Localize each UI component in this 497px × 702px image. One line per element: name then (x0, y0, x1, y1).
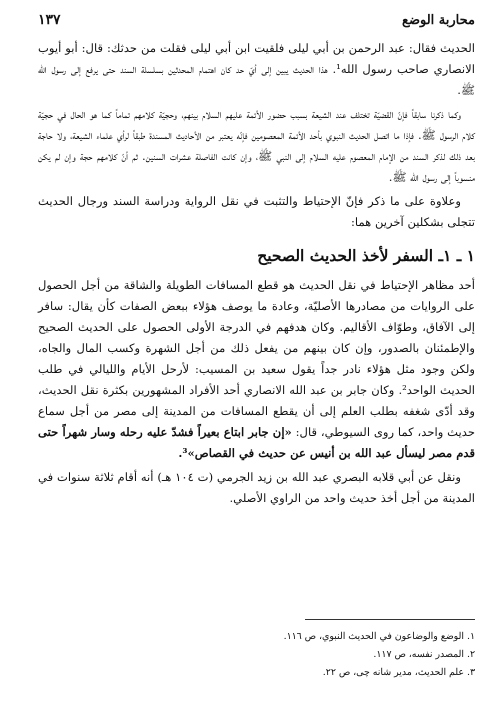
body-paragraph: الحديث فقال: عبد الرحمن بن أبي ليلى فلقيت ابن أبي ليلى فقلت من حدثك: قال: أبو أيوب الانصاري صاحب رسول الله¹. هذا الحديث يبين إلى أيّ حد كان اهتمام المحدثين بسلسلة السند حتى يرفع إلى رسول الله ﷺ. (38, 41, 475, 97)
page-body (38, 38, 475, 512)
footnote-item: ١. الوضع والوضاعون في الحديث النبوي، ص ١١٦. (283, 631, 475, 642)
body-paragraph (38, 275, 475, 464)
running-title: محاربة الوضع (402, 12, 475, 28)
quote-text: «إن جابر ابتاع بعيراً فشدّ عليه رحله وسار شهراً حتى قدم مصر ليسأل عبد الله بن أنيس عن حديث في القصاص»³. (38, 425, 475, 460)
body-paragraph: وعلاوة على ما ذكر فإنّ الإحتياط والتثبت في نقل الرواية ودراسة السند ورجال الحديث تتجلى بشكلين آخرين هما: (38, 194, 475, 229)
footnotes (38, 628, 475, 682)
page-number: ١٣٧ (38, 12, 61, 28)
body-paragraph: وكما ذكرنا سابقاً فإنّ القضيّة تختلف عند الشيعة بسبب حضور الأئمة عليهم السلام بينهم، وحجيّة كلامهم تماماً كما هو الحال في حجيّة كلام الرسول ﷺ. فإذا ما اتصل الحديث النبوي بأحد الأئمة المعصومين فإنّه يعتبر من الأحاديث المسندة طبقاً لرأي علماء الشيعة، ولا حاجة بعد ذلك لذكر السند من الإمام المعصوم عليه السلام إلى النبي ﷺ، وإن كانت الفاصلة عشرات السنين. ثم أنّ كلامهم حجة وإن لم يكن منسوباً إلى رسول الله ﷺ. (38, 107, 475, 184)
book-page (38, 0, 475, 702)
footnote-item: ٣. علم الحديث، مدير شانه چى، ص ٢٢. (322, 667, 475, 678)
section-heading: ١ ـ ١ـ السفر لأخذ الحديث الصحيح (257, 246, 475, 265)
page-header (38, 8, 475, 32)
body-paragraph-text: أحد مظاهر الإحتياط في نقل الحديث هو قطع المسافات الطويلة والشاقة من أجل الحصول على الروايات من مصادرها الأصليّة، وعادة ما يوصف هؤلاء ببعض الصفات كأن يقال: سافر إلى الآفاق، وطوّاف الأقاليم. وكان هدفهم في الدرجة الأولى الحصول على الحديث الصحيح والإطمئنان بالصدور، وإن كان بينهم من يفعل ذلك من أجل الشهرة وكسب المال والجاه، ولكن وجود مثل هؤلاء نادر جداً يقول سعيد بن المسيب: لأرحل الأيام والليالي في طلب الحديث الواحد². وكان جابر بن عبد الله الانصاري أحد الأفراد المشهورين بكثرة نقل الحديث، وقد أدّى شغفه بطلب العلم إلى أن يقطع المسافات من المدينة إلى مصر من أجل سماع حديث واحد، كما روى السيوطي، قال: (38, 278, 475, 439)
footnote-divider (305, 619, 475, 620)
footnote-item: ٢. المصدر نفسه، ص ١١٧. (373, 649, 475, 660)
body-paragraph: ونقل عن أبي قلابه البصري عبد الله بن زيد الجرمي (ت ١٠٤ هـ) أنه أقام ثلاثة سنوات في المدينة من أجل أخذ حديث واحد من الراوي الأصلي. (38, 470, 475, 505)
